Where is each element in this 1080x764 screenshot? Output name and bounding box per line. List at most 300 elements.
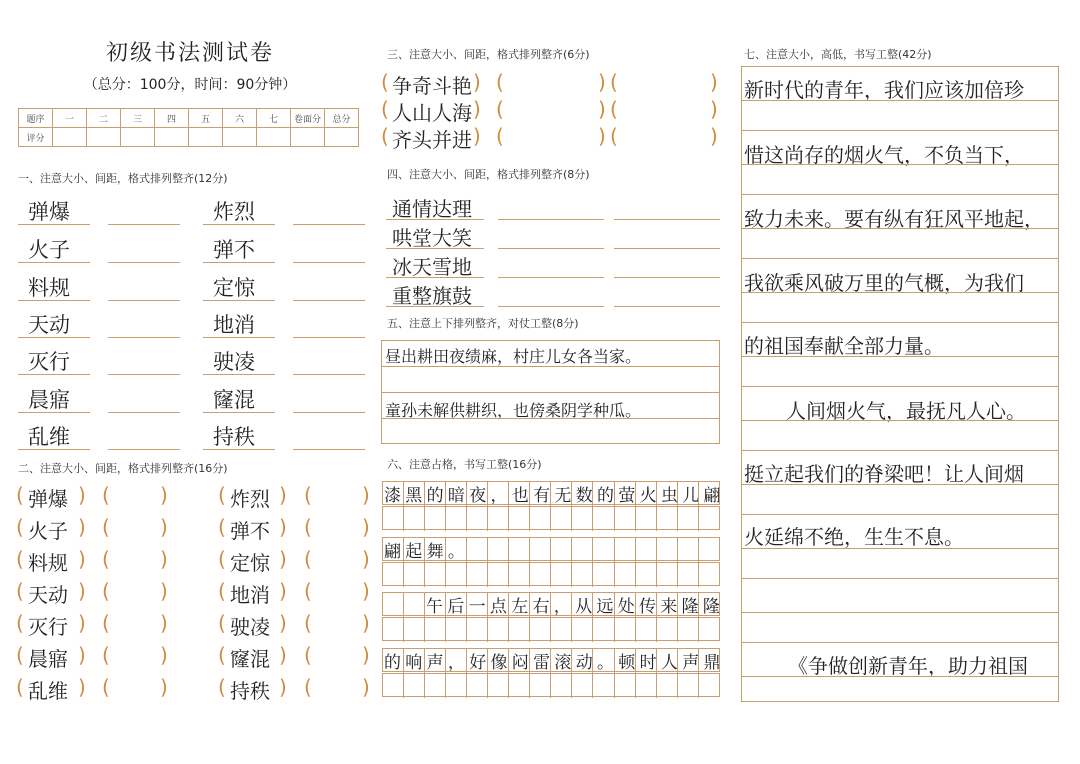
writing-line[interactable] bbox=[108, 262, 180, 263]
grid-cell[interactable] bbox=[573, 649, 594, 673]
section1-word: 料规 bbox=[28, 276, 70, 300]
section2-word: 炸烈 bbox=[230, 487, 270, 511]
writing-line[interactable] bbox=[108, 374, 180, 375]
grid-cell[interactable] bbox=[657, 482, 678, 506]
score-cell: 四 bbox=[155, 109, 189, 128]
grid-cell[interactable] bbox=[636, 538, 657, 562]
paren-close: ) bbox=[78, 643, 86, 667]
grid-cell[interactable] bbox=[678, 482, 699, 506]
grid-cell[interactable] bbox=[636, 482, 657, 506]
grid-cell[interactable] bbox=[446, 593, 467, 617]
grid-cell[interactable] bbox=[531, 593, 552, 617]
paren-open: ( bbox=[304, 515, 312, 539]
section7-line: 致力未来。要有纵有狂风平地起， bbox=[744, 207, 1044, 231]
grid-cell[interactable] bbox=[573, 507, 594, 531]
score-cell[interactable] bbox=[223, 128, 257, 147]
paren-open: ( bbox=[16, 483, 24, 507]
grid-cell[interactable] bbox=[510, 674, 531, 698]
paren-open: ( bbox=[496, 70, 504, 94]
paren-open: ( bbox=[610, 97, 618, 121]
writing-line[interactable] bbox=[741, 420, 1059, 421]
paren-open: ( bbox=[16, 643, 24, 667]
section7-frame bbox=[741, 66, 1059, 702]
section2-word: 天动 bbox=[28, 583, 68, 607]
grid-cell[interactable] bbox=[425, 649, 446, 673]
section1-word: 持秩 bbox=[213, 425, 255, 449]
grid-cell[interactable] bbox=[636, 563, 657, 587]
grid-cell[interactable] bbox=[636, 593, 657, 617]
section2-word: 火子 bbox=[28, 519, 68, 543]
section3-heading: 三、注意大小、间距，格式排列整齐(6分) bbox=[387, 48, 590, 61]
paren-open: ( bbox=[102, 483, 110, 507]
writing-line[interactable] bbox=[108, 412, 180, 413]
writing-line[interactable] bbox=[614, 306, 720, 307]
paren-open: ( bbox=[381, 70, 389, 94]
grid-cell[interactable] bbox=[446, 618, 467, 642]
paren-close: ) bbox=[473, 97, 481, 121]
section4-idiom: 重整旗鼓 bbox=[392, 284, 472, 308]
writing-line[interactable] bbox=[741, 548, 1059, 549]
section2-heading: 二、注意大小、间距，格式排列整齐(16分) bbox=[18, 462, 228, 475]
grid-cell[interactable] bbox=[510, 563, 531, 587]
paren-close: ) bbox=[362, 643, 370, 667]
section3-idiom: 争奇斗艳 bbox=[392, 74, 472, 98]
paren-open: ( bbox=[381, 124, 389, 148]
grid-cell[interactable] bbox=[383, 482, 404, 506]
grid-row bbox=[382, 617, 720, 641]
score-cell: 总分 bbox=[325, 109, 359, 128]
writing-line[interactable] bbox=[741, 130, 1059, 131]
grid-cell[interactable] bbox=[404, 563, 425, 587]
grid-cell[interactable] bbox=[573, 563, 594, 587]
score-cell[interactable] bbox=[53, 128, 87, 147]
writing-line bbox=[203, 262, 275, 263]
page-title: 初级书法测试卷 bbox=[105, 41, 274, 66]
grid-cell[interactable] bbox=[678, 507, 699, 531]
grid-cell[interactable] bbox=[404, 507, 425, 531]
score-cell[interactable] bbox=[257, 128, 291, 147]
paren-open: ( bbox=[16, 547, 24, 571]
paren-close: ) bbox=[78, 515, 86, 539]
writing-line[interactable] bbox=[108, 337, 180, 338]
section1-word: 炸烈 bbox=[213, 200, 255, 224]
score-cell: 七 bbox=[257, 109, 291, 128]
grid-cell[interactable] bbox=[383, 538, 404, 562]
grid-cell[interactable] bbox=[467, 618, 488, 642]
grid-cell[interactable] bbox=[446, 482, 467, 506]
paren-close: ) bbox=[362, 547, 370, 571]
grid-cell[interactable] bbox=[510, 538, 531, 562]
paren-open: ( bbox=[496, 124, 504, 148]
section3-idiom: 齐头并进 bbox=[392, 128, 472, 152]
paren-close: ) bbox=[473, 70, 481, 94]
grid-cell[interactable] bbox=[552, 507, 573, 531]
writing-line[interactable] bbox=[741, 258, 1059, 259]
grid-cell[interactable] bbox=[552, 593, 573, 617]
writing-line[interactable] bbox=[741, 676, 1059, 677]
section1-word: 晨寤 bbox=[28, 388, 70, 412]
grid-cell[interactable] bbox=[615, 593, 636, 617]
grid-row bbox=[382, 562, 720, 586]
grid-cell[interactable] bbox=[657, 507, 678, 531]
paren-open: ( bbox=[304, 579, 312, 603]
paren-close: ) bbox=[279, 675, 287, 699]
writing-line[interactable] bbox=[108, 300, 180, 301]
score-cell: 五 bbox=[189, 109, 223, 128]
writing-line bbox=[18, 412, 90, 413]
writing-line[interactable] bbox=[381, 366, 720, 367]
grid-cell[interactable] bbox=[467, 593, 488, 617]
section6-line: 的响声，好像闷雷滚动。顿时人声鼎 bbox=[384, 653, 725, 673]
grid-cell[interactable] bbox=[636, 618, 657, 642]
paren-close: ) bbox=[710, 124, 718, 148]
grid-cell[interactable] bbox=[489, 482, 510, 506]
grid-cell[interactable] bbox=[489, 618, 510, 642]
grid-cell[interactable] bbox=[636, 507, 657, 531]
score-cell: 评分 bbox=[19, 128, 53, 147]
grid-cell[interactable] bbox=[510, 593, 531, 617]
section2-word: 灭行 bbox=[28, 615, 68, 639]
grid-cell[interactable] bbox=[636, 649, 657, 673]
writing-line[interactable] bbox=[381, 392, 720, 393]
grid-cell[interactable] bbox=[383, 507, 404, 531]
paren-close: ) bbox=[78, 483, 86, 507]
paren-open: ( bbox=[304, 643, 312, 667]
grid-cell[interactable] bbox=[594, 674, 615, 698]
writing-line[interactable] bbox=[108, 224, 180, 225]
writing-line[interactable] bbox=[293, 262, 365, 263]
writing-line[interactable] bbox=[293, 374, 365, 375]
paren-close: ) bbox=[78, 611, 86, 635]
writing-line bbox=[203, 412, 275, 413]
score-cell[interactable] bbox=[155, 128, 189, 147]
paren-open: ( bbox=[496, 97, 504, 121]
writing-line[interactable] bbox=[741, 484, 1059, 485]
grid-cell[interactable] bbox=[531, 482, 552, 506]
grid-cell[interactable] bbox=[657, 593, 678, 617]
section2-word: 晨寤 bbox=[28, 647, 68, 671]
paren-close: ) bbox=[279, 579, 287, 603]
writing-line bbox=[18, 224, 90, 225]
grid-cell[interactable] bbox=[531, 507, 552, 531]
section1-word: 弹不 bbox=[213, 238, 255, 262]
writing-line bbox=[386, 277, 484, 278]
grid-cell[interactable] bbox=[404, 482, 425, 506]
grid-cell[interactable] bbox=[573, 674, 594, 698]
grid-cell[interactable] bbox=[425, 563, 446, 587]
writing-line[interactable] bbox=[293, 449, 365, 450]
grid-cell[interactable] bbox=[510, 649, 531, 673]
writing-line[interactable] bbox=[498, 306, 604, 307]
paren-open: ( bbox=[102, 611, 110, 635]
grid-cell[interactable] bbox=[510, 507, 531, 531]
score-cell[interactable] bbox=[121, 128, 155, 147]
paren-close: ) bbox=[78, 579, 86, 603]
grid-cell[interactable] bbox=[467, 674, 488, 698]
grid-row bbox=[382, 673, 720, 697]
writing-line bbox=[203, 224, 275, 225]
section7-line: 新时代的青年，我们应该加倍珍 bbox=[744, 78, 1024, 102]
writing-line[interactable] bbox=[293, 412, 365, 413]
score-cell: 二 bbox=[87, 109, 121, 128]
section2-word: 驶凌 bbox=[230, 615, 270, 639]
grid-cell[interactable] bbox=[467, 482, 488, 506]
section7-line: 《争做创新青年，助力祖国 bbox=[788, 654, 1028, 678]
grid-cell[interactable] bbox=[425, 674, 446, 698]
grid-cell[interactable] bbox=[594, 618, 615, 642]
writing-line[interactable] bbox=[498, 219, 604, 220]
section1-word: 火子 bbox=[28, 238, 70, 262]
paren-close: ) bbox=[78, 675, 86, 699]
paren-open: ( bbox=[381, 97, 389, 121]
writing-line[interactable] bbox=[108, 449, 180, 450]
writing-line[interactable] bbox=[614, 248, 720, 249]
section7-heading: 七、注意大小，高低，书写工整(42分) bbox=[744, 48, 932, 61]
score-cell: 一 bbox=[53, 109, 87, 128]
grid-cell[interactable] bbox=[552, 482, 573, 506]
writing-line[interactable] bbox=[741, 514, 1059, 515]
grid-cell[interactable] bbox=[552, 649, 573, 673]
grid-row bbox=[382, 506, 720, 530]
writing-line bbox=[203, 300, 275, 301]
paren-close: ) bbox=[362, 483, 370, 507]
section6-line: 翩起舞。 bbox=[384, 542, 470, 562]
grid-cell[interactable] bbox=[615, 674, 636, 698]
paren-open: ( bbox=[102, 643, 110, 667]
grid-cell[interactable] bbox=[404, 674, 425, 698]
paren-close: ) bbox=[598, 124, 606, 148]
grid-cell[interactable] bbox=[594, 649, 615, 673]
grid-cell[interactable] bbox=[678, 538, 699, 562]
grid-cell[interactable] bbox=[552, 563, 573, 587]
grid-cell[interactable] bbox=[425, 507, 446, 531]
section1-word: 窿混 bbox=[213, 388, 255, 412]
paren-close: ) bbox=[598, 70, 606, 94]
section1-word: 天动 bbox=[28, 313, 70, 337]
score-cell: 三 bbox=[121, 109, 155, 128]
paren-open: ( bbox=[304, 611, 312, 635]
paren-open: ( bbox=[304, 547, 312, 571]
grid-cell[interactable] bbox=[552, 618, 573, 642]
paren-close: ) bbox=[160, 611, 168, 635]
paren-close: ) bbox=[160, 675, 168, 699]
writing-line[interactable] bbox=[293, 224, 365, 225]
grid-cell[interactable] bbox=[678, 563, 699, 587]
grid-cell[interactable] bbox=[446, 563, 467, 587]
grid-cell[interactable] bbox=[467, 563, 488, 587]
grid-cell[interactable] bbox=[573, 618, 594, 642]
section7-line: 的祖国奉献全部力量。 bbox=[744, 334, 944, 358]
grid-cell[interactable] bbox=[467, 507, 488, 531]
grid-cell[interactable] bbox=[404, 538, 425, 562]
writing-line[interactable] bbox=[741, 228, 1059, 229]
grid-cell[interactable] bbox=[383, 649, 404, 673]
section6-heading: 六、注意占格，书写工整(16分) bbox=[387, 458, 542, 471]
grid-cell[interactable] bbox=[678, 593, 699, 617]
section4-idiom: 通情达理 bbox=[392, 197, 472, 221]
section1-word: 地消 bbox=[213, 313, 255, 337]
writing-line[interactable] bbox=[293, 300, 365, 301]
grid-cell[interactable] bbox=[615, 563, 636, 587]
writing-line[interactable] bbox=[293, 337, 365, 338]
grid-cell[interactable] bbox=[615, 482, 636, 506]
paren-close: ) bbox=[160, 515, 168, 539]
writing-line[interactable] bbox=[741, 194, 1059, 195]
score-table-header-row bbox=[19, 109, 359, 128]
grid-cell[interactable] bbox=[425, 593, 446, 617]
paren-open: ( bbox=[102, 547, 110, 571]
page-subtitle: （总分：100分，时间：90分钟） bbox=[83, 77, 297, 93]
writing-line bbox=[386, 248, 484, 249]
paren-close: ) bbox=[279, 643, 287, 667]
grid-cell[interactable] bbox=[594, 538, 615, 562]
grid-cell[interactable] bbox=[657, 618, 678, 642]
grid-cell[interactable] bbox=[489, 649, 510, 673]
section2-word: 弹不 bbox=[230, 519, 270, 543]
score-cell[interactable] bbox=[189, 128, 223, 147]
grid-cell[interactable] bbox=[383, 563, 404, 587]
score-cell[interactable] bbox=[291, 128, 325, 147]
grid-cell[interactable] bbox=[552, 538, 573, 562]
grid-cell[interactable] bbox=[383, 593, 404, 617]
section5-line: 昼出耕田夜绩麻，村庄儿女各当家。 bbox=[385, 347, 642, 366]
grid-cell[interactable] bbox=[594, 593, 615, 617]
paren-close: ) bbox=[279, 611, 287, 635]
grid-cell[interactable] bbox=[573, 538, 594, 562]
writing-line bbox=[203, 449, 275, 450]
writing-line[interactable] bbox=[741, 292, 1059, 293]
grid-cell[interactable] bbox=[531, 649, 552, 673]
grid-cell[interactable] bbox=[657, 649, 678, 673]
grid-cell[interactable] bbox=[678, 618, 699, 642]
grid-row bbox=[382, 481, 720, 505]
paren-close: ) bbox=[362, 611, 370, 635]
paren-open: ( bbox=[218, 515, 226, 539]
grid-cell[interactable] bbox=[615, 649, 636, 673]
grid-cell[interactable] bbox=[531, 563, 552, 587]
paren-close: ) bbox=[160, 579, 168, 603]
grid-cell[interactable] bbox=[594, 507, 615, 531]
paren-open: ( bbox=[16, 579, 24, 603]
grid-cell[interactable] bbox=[446, 507, 467, 531]
grid-cell[interactable] bbox=[531, 618, 552, 642]
writing-line[interactable] bbox=[741, 322, 1059, 323]
writing-line[interactable] bbox=[741, 164, 1059, 165]
writing-line bbox=[18, 374, 90, 375]
grid-row bbox=[382, 537, 720, 561]
paren-open: ( bbox=[102, 579, 110, 603]
score-table-score-row bbox=[19, 128, 359, 147]
writing-line[interactable] bbox=[741, 578, 1059, 579]
grid-cell[interactable] bbox=[678, 674, 699, 698]
score-cell: 六 bbox=[223, 109, 257, 128]
grid-cell[interactable] bbox=[531, 538, 552, 562]
grid-cell[interactable] bbox=[531, 674, 552, 698]
grid-cell[interactable] bbox=[489, 563, 510, 587]
grid-cell[interactable] bbox=[404, 649, 425, 673]
writing-line[interactable] bbox=[741, 356, 1059, 357]
score-cell[interactable] bbox=[325, 128, 359, 147]
paren-close: ) bbox=[710, 70, 718, 94]
paren-open: ( bbox=[16, 611, 24, 635]
writing-line[interactable] bbox=[614, 277, 720, 278]
writing-line[interactable] bbox=[741, 386, 1059, 387]
grid-cell[interactable] bbox=[467, 538, 488, 562]
writing-line[interactable] bbox=[741, 642, 1059, 643]
grid-cell[interactable] bbox=[510, 618, 531, 642]
grid-row bbox=[382, 592, 720, 616]
grid-cell[interactable] bbox=[636, 674, 657, 698]
grid-cell[interactable] bbox=[489, 674, 510, 698]
grid-cell[interactable] bbox=[615, 507, 636, 531]
grid-cell[interactable] bbox=[467, 649, 488, 673]
section7-line: 惜这尚存的烟火气，不负当下， bbox=[744, 143, 1024, 167]
grid-cell[interactable] bbox=[383, 674, 404, 698]
writing-line[interactable] bbox=[741, 612, 1059, 613]
writing-line[interactable] bbox=[614, 219, 720, 220]
paren-close: ) bbox=[160, 483, 168, 507]
writing-line[interactable] bbox=[741, 450, 1059, 451]
paren-open: ( bbox=[16, 675, 24, 699]
grid-cell[interactable] bbox=[425, 538, 446, 562]
grid-cell[interactable] bbox=[404, 593, 425, 617]
writing-line bbox=[18, 300, 90, 301]
score-cell[interactable] bbox=[87, 128, 121, 147]
writing-line[interactable] bbox=[741, 100, 1059, 101]
grid-cell[interactable] bbox=[615, 538, 636, 562]
section7-line: 人间烟火气，最抚凡人心。 bbox=[786, 399, 1026, 423]
score-cell: 卷面分 bbox=[291, 109, 325, 128]
grid-cell[interactable] bbox=[573, 593, 594, 617]
grid-cell[interactable] bbox=[425, 482, 446, 506]
grid-cell[interactable] bbox=[489, 507, 510, 531]
grid-cell[interactable] bbox=[489, 538, 510, 562]
writing-line[interactable] bbox=[498, 248, 604, 249]
writing-line[interactable] bbox=[498, 277, 604, 278]
section1-word: 乱维 bbox=[28, 425, 70, 449]
grid-cell[interactable] bbox=[383, 618, 404, 642]
grid-cell[interactable] bbox=[446, 538, 467, 562]
paren-close: ) bbox=[160, 547, 168, 571]
writing-line[interactable] bbox=[381, 418, 720, 419]
section2-word: 地消 bbox=[230, 583, 270, 607]
grid-cell[interactable] bbox=[594, 563, 615, 587]
grid-cell[interactable] bbox=[446, 649, 467, 673]
grid-cell[interactable] bbox=[594, 482, 615, 506]
paren-close: ) bbox=[710, 97, 718, 121]
section3-idiom: 人山人海 bbox=[392, 101, 472, 125]
section1-word: 弹爆 bbox=[28, 200, 70, 224]
grid-cell[interactable] bbox=[446, 674, 467, 698]
grid-cell[interactable] bbox=[678, 649, 699, 673]
grid-cell[interactable] bbox=[404, 618, 425, 642]
grid-cell[interactable] bbox=[573, 482, 594, 506]
section7-line: 我欲乘风破万里的气概，为我们 bbox=[744, 271, 1024, 295]
grid-cell[interactable] bbox=[657, 538, 678, 562]
grid-cell[interactable] bbox=[425, 618, 446, 642]
grid-cell[interactable] bbox=[615, 618, 636, 642]
writing-line bbox=[18, 337, 90, 338]
grid-cell[interactable] bbox=[489, 593, 510, 617]
grid-cell[interactable] bbox=[657, 674, 678, 698]
paren-open: ( bbox=[218, 611, 226, 635]
grid-cell[interactable] bbox=[657, 563, 678, 587]
grid-cell[interactable] bbox=[510, 482, 531, 506]
paren-open: ( bbox=[218, 579, 226, 603]
paren-close: ) bbox=[362, 675, 370, 699]
grid-cell[interactable] bbox=[552, 674, 573, 698]
section4-idiom: 冰天雪地 bbox=[392, 255, 472, 279]
